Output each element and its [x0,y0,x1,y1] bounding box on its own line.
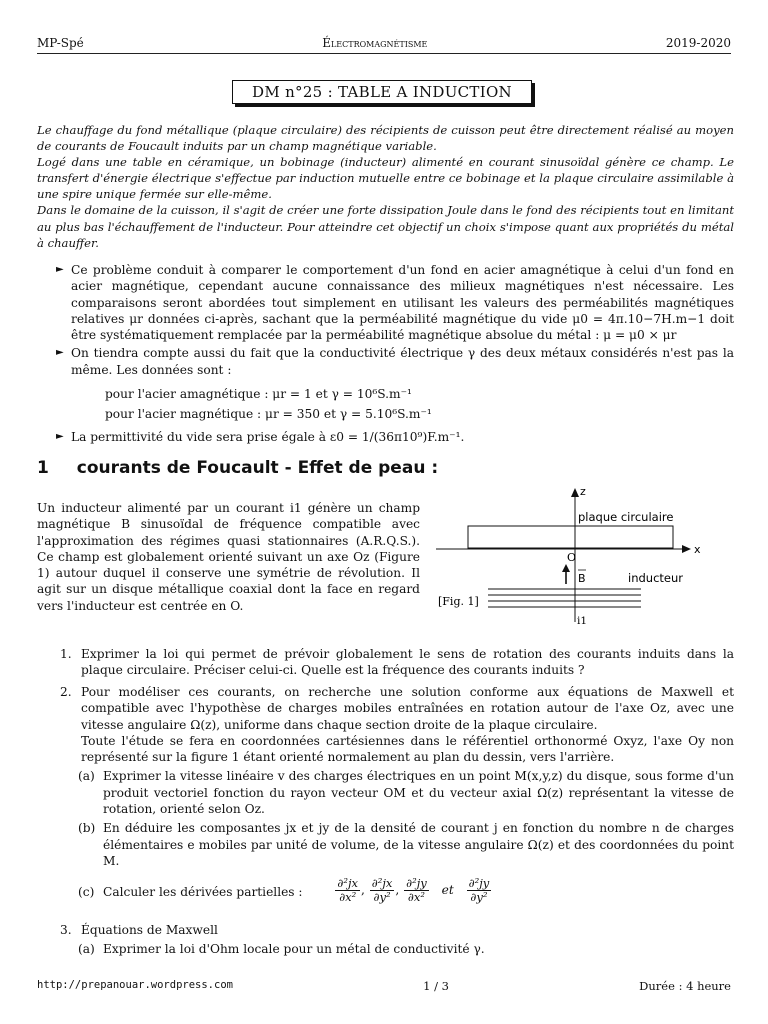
question-text: Équations de Maxwell [81,923,218,937]
partial-fraction: $\frac{\text{∂²jy}}{\text{∂x²}}$ [406,876,427,905]
triangle-bullet-icon: ► [56,264,64,275]
section-heading [37,458,438,478]
data-amagnetic: pour l'acier amagnétique : μr = 1 et γ = 10⁶S.m⁻¹ [105,387,412,402]
b-arrow-icon [562,564,570,572]
page-number: 1 / 3 [423,979,449,993]
sub-label: (b) [78,821,96,836]
footer-link[interactable]: http://prepanouar.wordpress.com [37,979,233,991]
header-divider [37,53,731,54]
sub-text: En déduire les composantes jx et jy de la densité de courant j en fonction du nombre n de charges élémentaires e mobiles par unité de volume, de la vitesse angulaire Ω(z) et des coordonnées du point M. [103,821,734,868]
question-number: 1. [60,647,72,661]
question-2c: (c) Calculer les dérivées partielles : $\frac{\text{∂²jx}}{\text{∂x²}}$ , $\frac{\text{∂²jx}}{\text{∂y²}}$ , $\frac{\text{∂²jy}}{\text{∂x²}}$ et $\frac{\text{∂²jy}}{\text{∂y²}}$ [78,876,490,905]
header-subject: Électromagnétisme [322,36,428,50]
page-header [37,36,731,50]
question-number: 2. [60,685,72,699]
question-2a [37,768,734,817]
plaque-rect [468,526,673,548]
header-class: MP-Spé [37,36,84,50]
question-text: Pour modéliser ces courants, on recherche une solution conforme aux équations de Maxwell et compatible avec l'hypothèse de charges mobiles entraînées en rotation autour de l'axe Oz, avec une vitesse angulaire Ω(z), uniforme dans chaque section droite de la plaque circulaire. [81,685,734,732]
section-paragraph: Un inducteur alimenté par un courant i1 génère un champ magnétique B sinusoïdal de fréquence compatible avec l'approximation des régimes quasi stationnaires (A.R.Q.S.). Ce champ est globalement orienté suivant un axe Oz (Figure 1) autour duquel il conserve une symétrie de révolution. Il agit sur un disque métallique coaxial dont la face en regard vers l'inducteur est centrée en O. [37,501,420,613]
bullet-text: On tiendra compte aussi du fait que la conductivité électrique γ des deux métaux considérés n'est pas la même. Les données sont : [71,346,734,377]
intro-paragraph: Le chauffage du fond métallique (plaque circulaire) des récipients de cuisson peut être directement réalisé au moyen de courants de Foucault induits par un champ magnétique variable. [37,123,734,154]
question-2b [37,820,734,869]
section-title-text: courants de Foucault - Effet de peau : [76,458,439,478]
i1-label: i1 [577,615,588,627]
question-2 [37,684,734,904]
figure-1 [436,482,736,632]
data-values [37,386,734,423]
origin-label: O [567,551,577,564]
partial-fraction: $\frac{\text{∂²jy}}{\text{∂y²}}$ [468,876,490,905]
question-1 [37,646,734,679]
bullet-list [37,262,734,447]
question-3 [37,922,734,958]
bullet-text: La permittivité du vide sera prise égale à ε0 = 1/(36π10⁹)F.m⁻¹. [71,429,465,444]
bullet-item [37,345,734,378]
intro-paragraph: Logé dans une table en céramique, un bobinage (inducteur) alimenté en courant sinusoïdal génère ce champ. Le transfert d'énergie électrique s'effectue par induction mutuelle entre ce bobinage et la plaque circulaire assimilable à une spire unique fermée sur elle-même. [37,155,734,202]
connector-word: et [441,883,454,898]
question-text: Exprimer la loi qui permet de prévoir globalement le sens de rotation des courants induits dans la plaque circulaire. Préciser celui-ci. Quelle est la fréquence des courants induits ? [81,647,734,678]
partial-fraction: $\frac{\text{∂²jx}}{\text{∂x²}}$ [337,876,359,905]
page-footer [37,979,731,993]
triangle-bullet-icon: ► [56,430,64,442]
b-label: B [578,572,586,585]
section-number: 1 [37,458,49,478]
question-note: Toute l'étude se fera en coordonnées cartésiennes dans le référentiel orthonormé Oxyz, l'axe Oy non représenté sur la figure 1 étant orienté normalement au plan du dessin, vers l'arrière. [81,733,734,765]
sub-label: (a) [78,769,95,784]
z-label: z [580,485,586,498]
intro-text [37,122,734,251]
triangle-bullet-icon: ► [56,347,64,359]
question-number: 3. [60,923,72,937]
sub-text: Exprimer la loi d'Ohm locale pour un métal de conductivité γ. [103,942,485,957]
question-3a [37,941,734,957]
duration: Durée : 4 heure [639,979,731,993]
figure-tag: [Fig. 1] [438,595,479,608]
inducteur-label: inducteur [628,571,683,585]
x-label: x [694,543,701,556]
x-arrow-icon [682,545,691,553]
document-title: DM n°25 : TABLE A INDUCTION [232,80,532,104]
sub-text: Calculer les dérivées partielles : [103,885,303,900]
header-year: 2019-2020 [665,36,731,50]
bullet-item [37,429,734,445]
z-arrow-icon [571,488,579,497]
data-magnetic: pour l'acier magnétique : μr = 350 et γ = 5.10⁶S.m⁻¹ [105,407,432,422]
bullet-text: Ce problème conduit à comparer le comportement d'un fond en acier amagnétique à celui d'un fond en acier magnétique, cependant aucune connaissance des milieux magnétiques n'est nécessaire. Les comparaisons seront abordées tout simplement en utilisant les valeurs des perméabilités magnétiques relatives μr données ci-après, sachant que la perméabilité magnétique du vide μ0 = 4π.10−7H.m−1 doit être systématiquement remplacée par la perméabilité magnétique absolue du métal : μ = μ0 × μr [71,263,734,343]
sub-label: (a) [78,942,95,957]
plaque-label: plaque circulaire [578,510,674,524]
sub-label: (c) [78,885,95,900]
intro-paragraph: Dans le domaine de la cuisson, il s'agit de créer une forte dissipation Joule dans le fond des récipients tout en limitant au plus bas l'échauffement de l'inducteur. Pour atteindre cet objectif un choix s'impose quant aux propriétés du métal à chauffer. [37,203,734,250]
partial-fraction: $\frac{\text{∂²jx}}{\text{∂y²}}$ [371,876,393,905]
bullet-item [37,262,734,343]
sub-text: Exprimer la vitesse linéaire v des charges électriques en un point M(x,y,z) du disque, sous forme d'un produit vectoriel fonction du rayon vecteur OM et du vecteur axial Ω(z) représentant la vitesse de rotation, orienté selon Oz. [103,769,734,817]
